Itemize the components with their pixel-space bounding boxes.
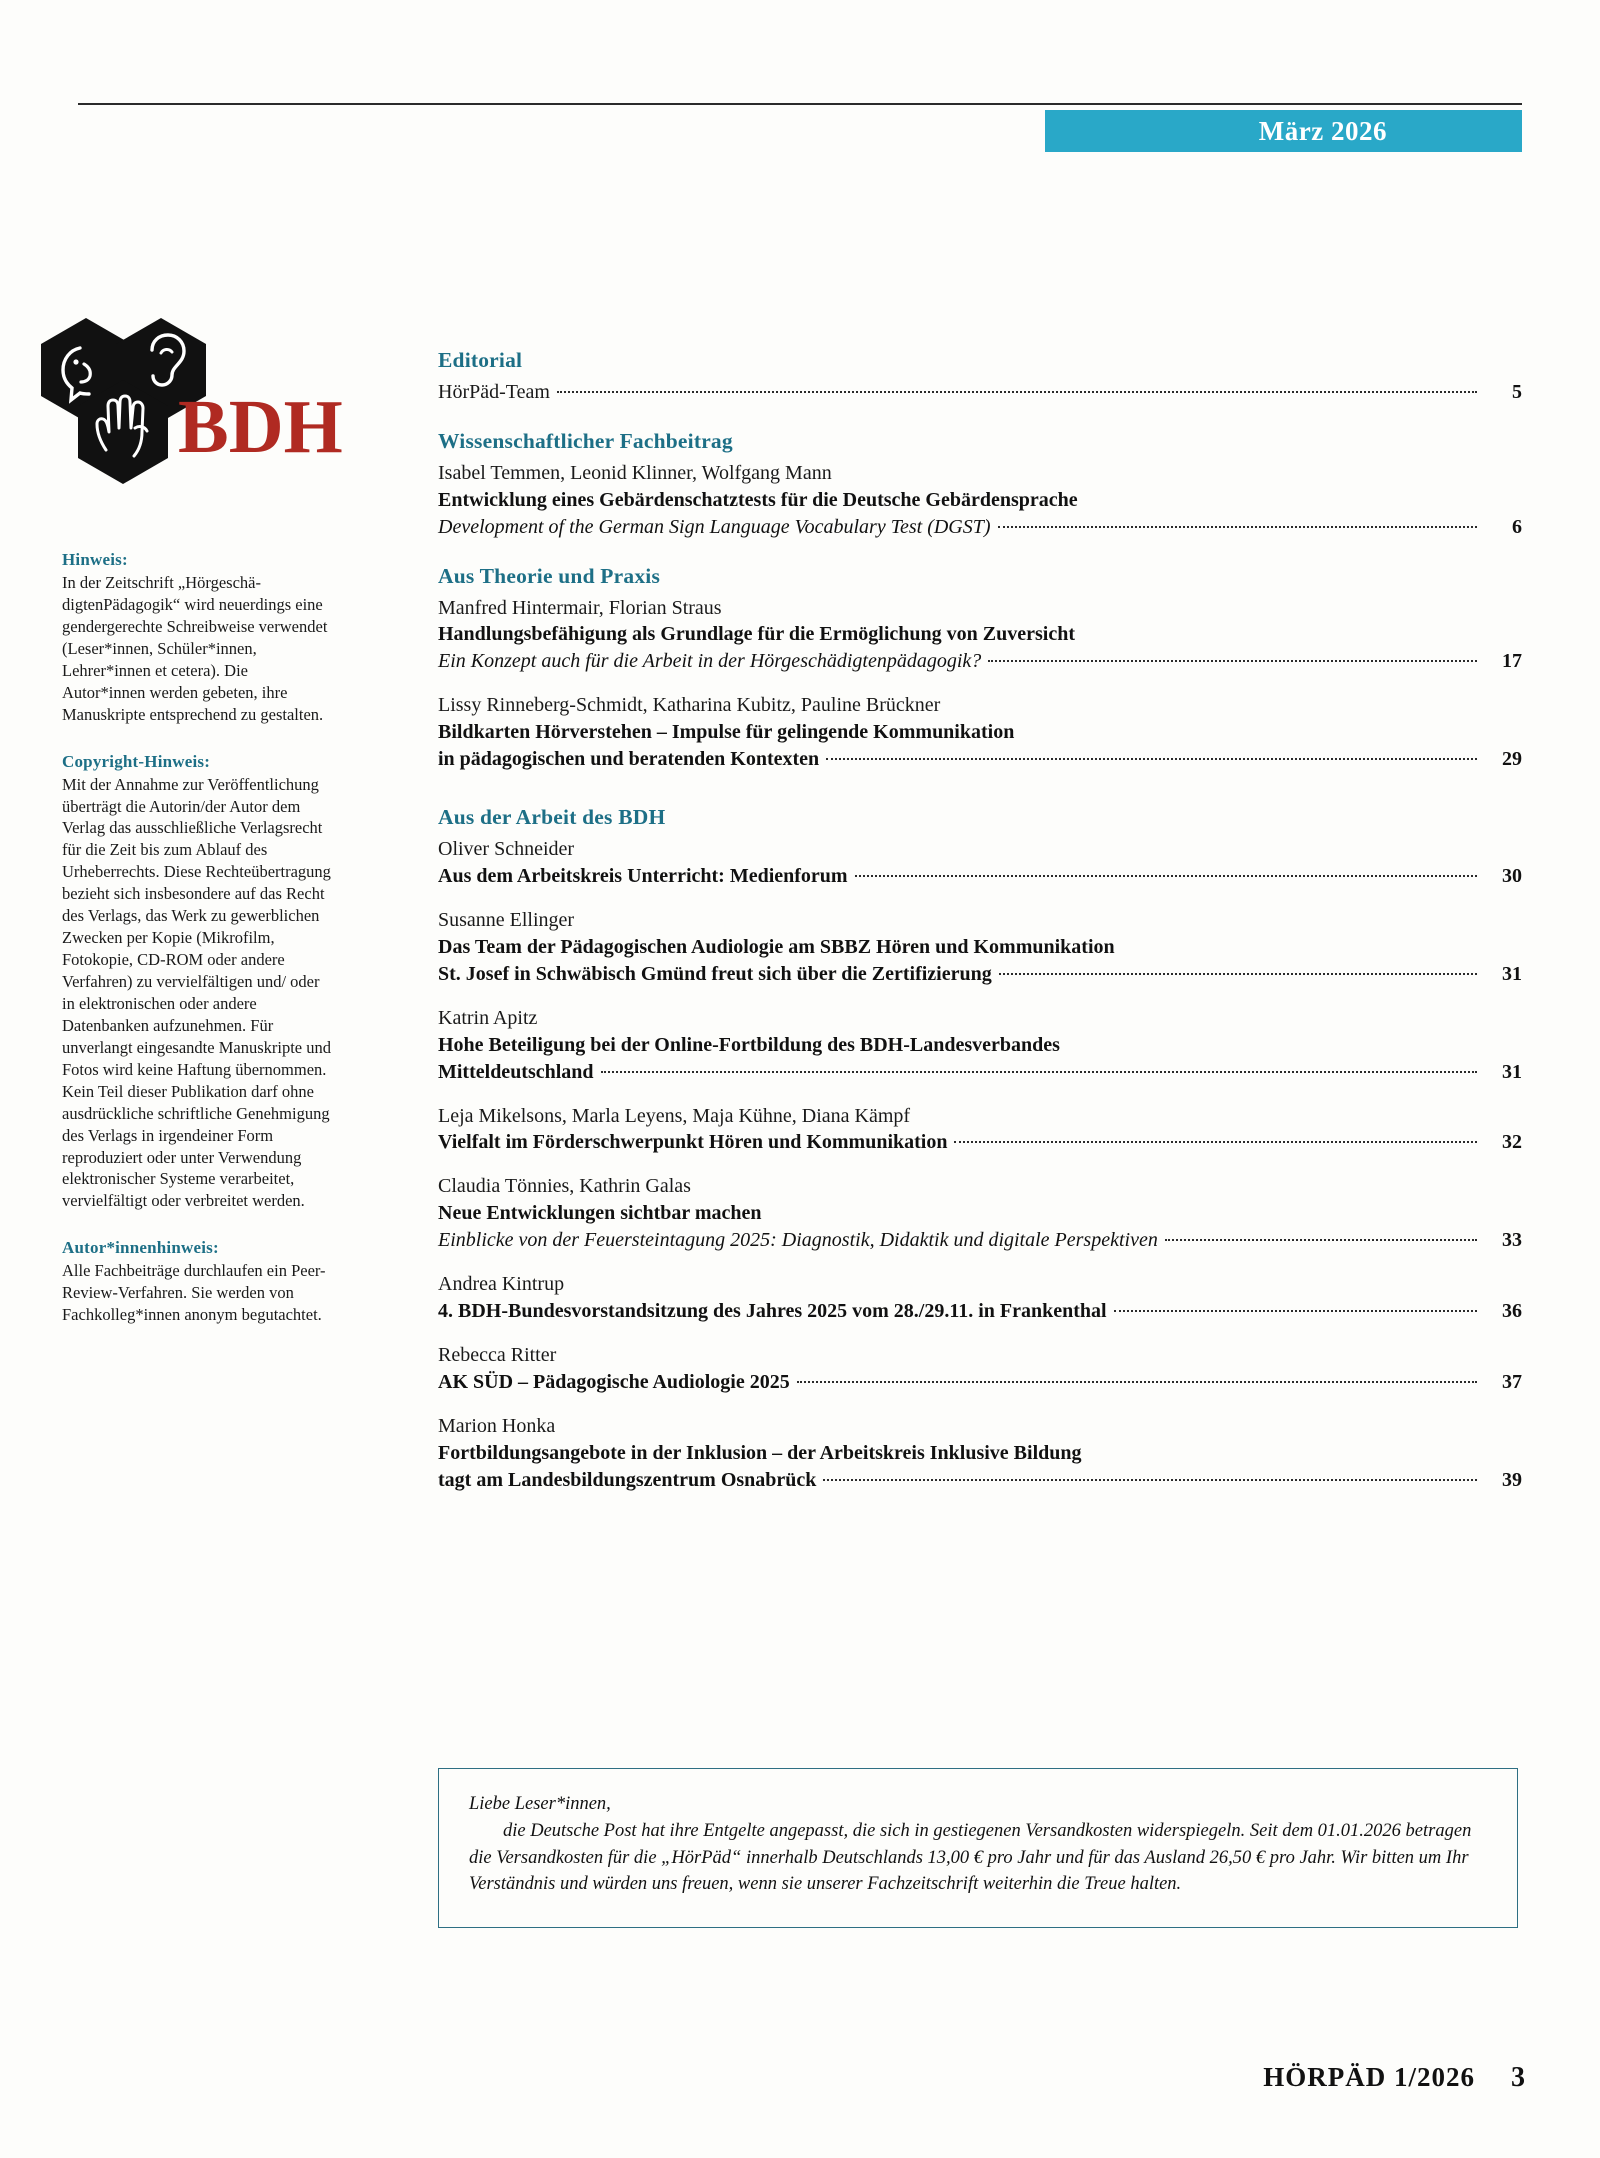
notice-salutation: Liebe Leser*innen, (469, 1794, 611, 1814)
toc-title: AK SÜD – Pädagogische Audiologie 2025 (438, 1370, 790, 1393)
toc-page-number: 32 (1502, 1131, 1522, 1154)
toc-line[interactable] (438, 648, 1522, 675)
toc-line[interactable] (438, 1298, 1522, 1325)
footer-page-number: 3 (1511, 2062, 1525, 2093)
note-copyright-heading: Copyright-Hinweis: (62, 751, 211, 771)
svg-text:BDH: BDH (178, 385, 343, 469)
toc-title-cont: Mitteldeutschland (438, 1060, 594, 1083)
leader-dots (998, 526, 1477, 528)
toc-authors: Leja Mikelsons, Marla Leyens, Maja Kühne, Diana Kämpf (438, 1104, 911, 1127)
toc-page-number: 17 (1502, 650, 1522, 673)
toc-authors: Oliver Schneider (438, 838, 575, 861)
leader-dots (954, 1141, 1477, 1143)
toc-page-number: 31 (1502, 962, 1522, 985)
leader-dots (1165, 1239, 1477, 1241)
toc-title: 4. BDH-Bundesvorstandsitzung des Jahres 2025 vom 28./29.11. in Frankenthal (438, 1299, 1107, 1322)
footer-journal-label: HÖRPÄD 1/2026 (1263, 2062, 1475, 2092)
bdh-logo-icon (28, 310, 348, 490)
toc-section-heading-editorial: Editorial (438, 348, 523, 372)
toc-title: Das Team der Pädagogischen Audiologie am SBBZ Hören und Kommunikation (438, 935, 1115, 958)
toc-entry[interactable] (438, 1005, 1522, 1086)
table-of-contents (438, 348, 1522, 1494)
toc-line[interactable] (438, 961, 1522, 988)
toc-page-number: 5 (1512, 381, 1522, 403)
leader-dots (823, 1479, 1477, 1481)
toc-section-heading-fachbeitrag: Wissenschaftlicher Fachbeitrag (438, 428, 733, 453)
leader-dots (988, 660, 1477, 662)
toc-title: Entwicklung eines Gebärdenschatztests für die Deutsche Gebärdensprache (438, 488, 1078, 511)
toc-entry[interactable] (438, 1173, 1522, 1254)
toc-section-heading-theorie-praxis: Aus Theorie und Praxis (438, 563, 661, 588)
toc-line[interactable] (438, 1227, 1522, 1254)
toc-title: Aus dem Arbeitskreis Unterricht: Medienforum (438, 864, 848, 887)
bdh-logo (28, 310, 348, 490)
reader-notice-box (438, 1768, 1518, 1928)
note-copyright (62, 752, 332, 1213)
toc-authors: Susanne Ellinger (438, 908, 575, 931)
toc-line[interactable] (438, 863, 1522, 890)
issue-date-label: März 2026 (1258, 115, 1387, 146)
toc-subtitle: Ein Konzept auch für die Arbeit in der Hörgeschädigtenpädagogik? (438, 650, 982, 673)
toc-entry[interactable] (438, 460, 1522, 541)
toc-line[interactable] (438, 379, 1522, 406)
toc-authors: Lissy Rinneberg-Schmidt, Katharina Kubitz, Pauline Brückner (438, 694, 941, 717)
issue-date-banner (1045, 110, 1522, 152)
toc-line[interactable] (438, 746, 1522, 773)
toc-title: Fortbildungsangebote in der Inklusion – der Arbeitskreis Inklusive Bildung (438, 1441, 1082, 1464)
toc-line[interactable] (438, 1059, 1522, 1086)
toc-line-text: HörPäd-Team (438, 381, 550, 403)
note-autorinnen-heading: Autor*innenhinweis: (62, 1238, 219, 1258)
toc-title-cont: in pädagogischen und beratenden Kontexten (438, 748, 820, 771)
toc-title: Bildkarten Hörverstehen – Impulse für gelingende Kommunikation (438, 721, 1015, 744)
leader-dots (999, 973, 1477, 975)
toc-page-number: 37 (1502, 1370, 1522, 1393)
note-hinweis-heading: Hinweis: (62, 550, 128, 569)
toc-title-cont: tagt am Landesbildungszentrum Osnabrück (438, 1468, 817, 1491)
toc-title: Hohe Beteiligung bei der Online-Fortbildung des BDH-Landesverbandes (438, 1033, 1060, 1056)
toc-page-number: 39 (1502, 1468, 1522, 1491)
page-footer (1180, 2062, 1525, 2094)
toc-entry[interactable] (438, 1413, 1522, 1494)
toc-subtitle: Einblicke von der Feuersteintagung 2025: Diagnostik, Didaktik und digitale Perspektiven (438, 1229, 1158, 1252)
toc-entry[interactable] (438, 907, 1522, 988)
toc-authors: Marion Honka (438, 1414, 556, 1437)
leader-dots (826, 758, 1477, 760)
notice-body: die Deutsche Post hat ihre Entgelte angepasst, die sich in gestiegenen Versandkosten widerspiegeln. Seit dem 01.01.2026 betragen die Versandkosten für die „HörPäd“ innerhalb Deutschlands 13,00 € pro Jahr und für das Ausland 26,50 € pro Jahr. Wir bitten um Ihr Verständnis und würden uns freuen, wenn sie unserer Fachzeitschrift weiterhin die Treue halten. (469, 1820, 1472, 1895)
toc-authors: Claudia Tönnies, Kathrin Galas (438, 1175, 691, 1198)
toc-page-number: 6 (1512, 515, 1522, 538)
toc-entry[interactable] (438, 836, 1522, 890)
toc-line[interactable] (438, 1467, 1522, 1494)
toc-page-number: 31 (1502, 1060, 1522, 1083)
header-rule (78, 103, 1522, 105)
toc-page-number: 29 (1502, 748, 1522, 771)
note-autorinnen (62, 1238, 332, 1326)
toc-line[interactable] (438, 1129, 1522, 1156)
toc-title: Handlungsbefähigung als Grundlage für die Ermöglichung von Zuversicht (438, 623, 1075, 646)
toc-subtitle: Development of the German Sign Language Vocabulary Test (DGST) (438, 515, 991, 538)
toc-entry[interactable] (438, 692, 1522, 773)
note-copyright-body: Mit der Annahme zur Veröffentlichung überträgt die Autorin/der Autor dem Verlag das ausschließliche Verlagsrecht für die Zeit bis zum Ablauf des Urheberrechts. Diese Rechteübertragung bezieht sich insbesondere auf das Recht des Verlags, das Werk zu gewerblichen Zwecken per Kopie (Mikrofilm, Fotokopie, CD-ROM oder andere Verfahren) zu vervielfältigen und/ oder in elektronischen oder andere Datenbanken aufzunehmen. Für unverlangt eingesandte Manuskripte und Fotos wird keine Haftung übernommen. Kein Teil dieser Publikation darf ohne ausdrückliche schriftliche Genehmigung des Verlags in irgendeiner Form reproduziert oder unter Verwendung elektronischer Systeme verarbeitet, vervielfältigt oder verbreitet werden. (62, 774, 331, 1211)
toc-title: Neue Entwicklungen sichtbar machen (438, 1202, 762, 1225)
leader-dots (601, 1071, 1477, 1073)
toc-page-number: 33 (1502, 1229, 1522, 1252)
note-hinweis-body: In der Zeitschrift „HörgeschädigtenPädagogik“ wird neuerdings eine gendergerechte Schreibweise verwendet (Leser*innen, Schüler*innen, Lehrer*innen et cetera). Die Autor*innen werden gebeten, ihre Manuskripte entsprechend zu gestalten. (62, 573, 328, 724)
toc-authors: Andrea Kintrup (438, 1273, 565, 1296)
toc-line[interactable] (438, 514, 1522, 541)
toc-authors: Katrin Apitz (438, 1006, 538, 1029)
left-notes-column (62, 550, 332, 1350)
toc-entry[interactable] (438, 1103, 1522, 1157)
note-autorinnen-body: Alle Fachbeiträge durchlaufen ein Peer-Review-Verfahren. Sie werden von Fachkolleg*innen anonym begutachtet. (62, 1261, 326, 1325)
toc-authors: Rebecca Ritter (438, 1343, 557, 1366)
toc-entry[interactable] (438, 1342, 1522, 1396)
note-hinweis (62, 550, 332, 726)
toc-authors: Manfred Hintermair, Florian Straus (438, 596, 722, 619)
toc-line[interactable] (438, 1369, 1522, 1396)
toc-title-cont: St. Josef in Schwäbisch Gmünd freut sich über die Zertifizierung (438, 962, 992, 985)
leader-dots (855, 875, 1477, 877)
leader-dots (797, 1381, 1477, 1383)
leader-dots (557, 391, 1477, 393)
leader-dots (1114, 1310, 1477, 1312)
toc-title: Vielfalt im Förderschwerpunkt Hören und Kommunikation (438, 1131, 948, 1154)
toc-authors: Isabel Temmen, Leonid Klinner, Wolfgang Mann (438, 461, 832, 484)
toc-entry[interactable] (438, 379, 1522, 406)
toc-entry[interactable] (438, 1271, 1522, 1325)
toc-section-heading-bdh: Aus der Arbeit des BDH (438, 805, 666, 830)
toc-page-number: 30 (1502, 864, 1522, 887)
toc-page-number: 36 (1502, 1299, 1522, 1322)
toc-entry[interactable] (438, 595, 1522, 676)
